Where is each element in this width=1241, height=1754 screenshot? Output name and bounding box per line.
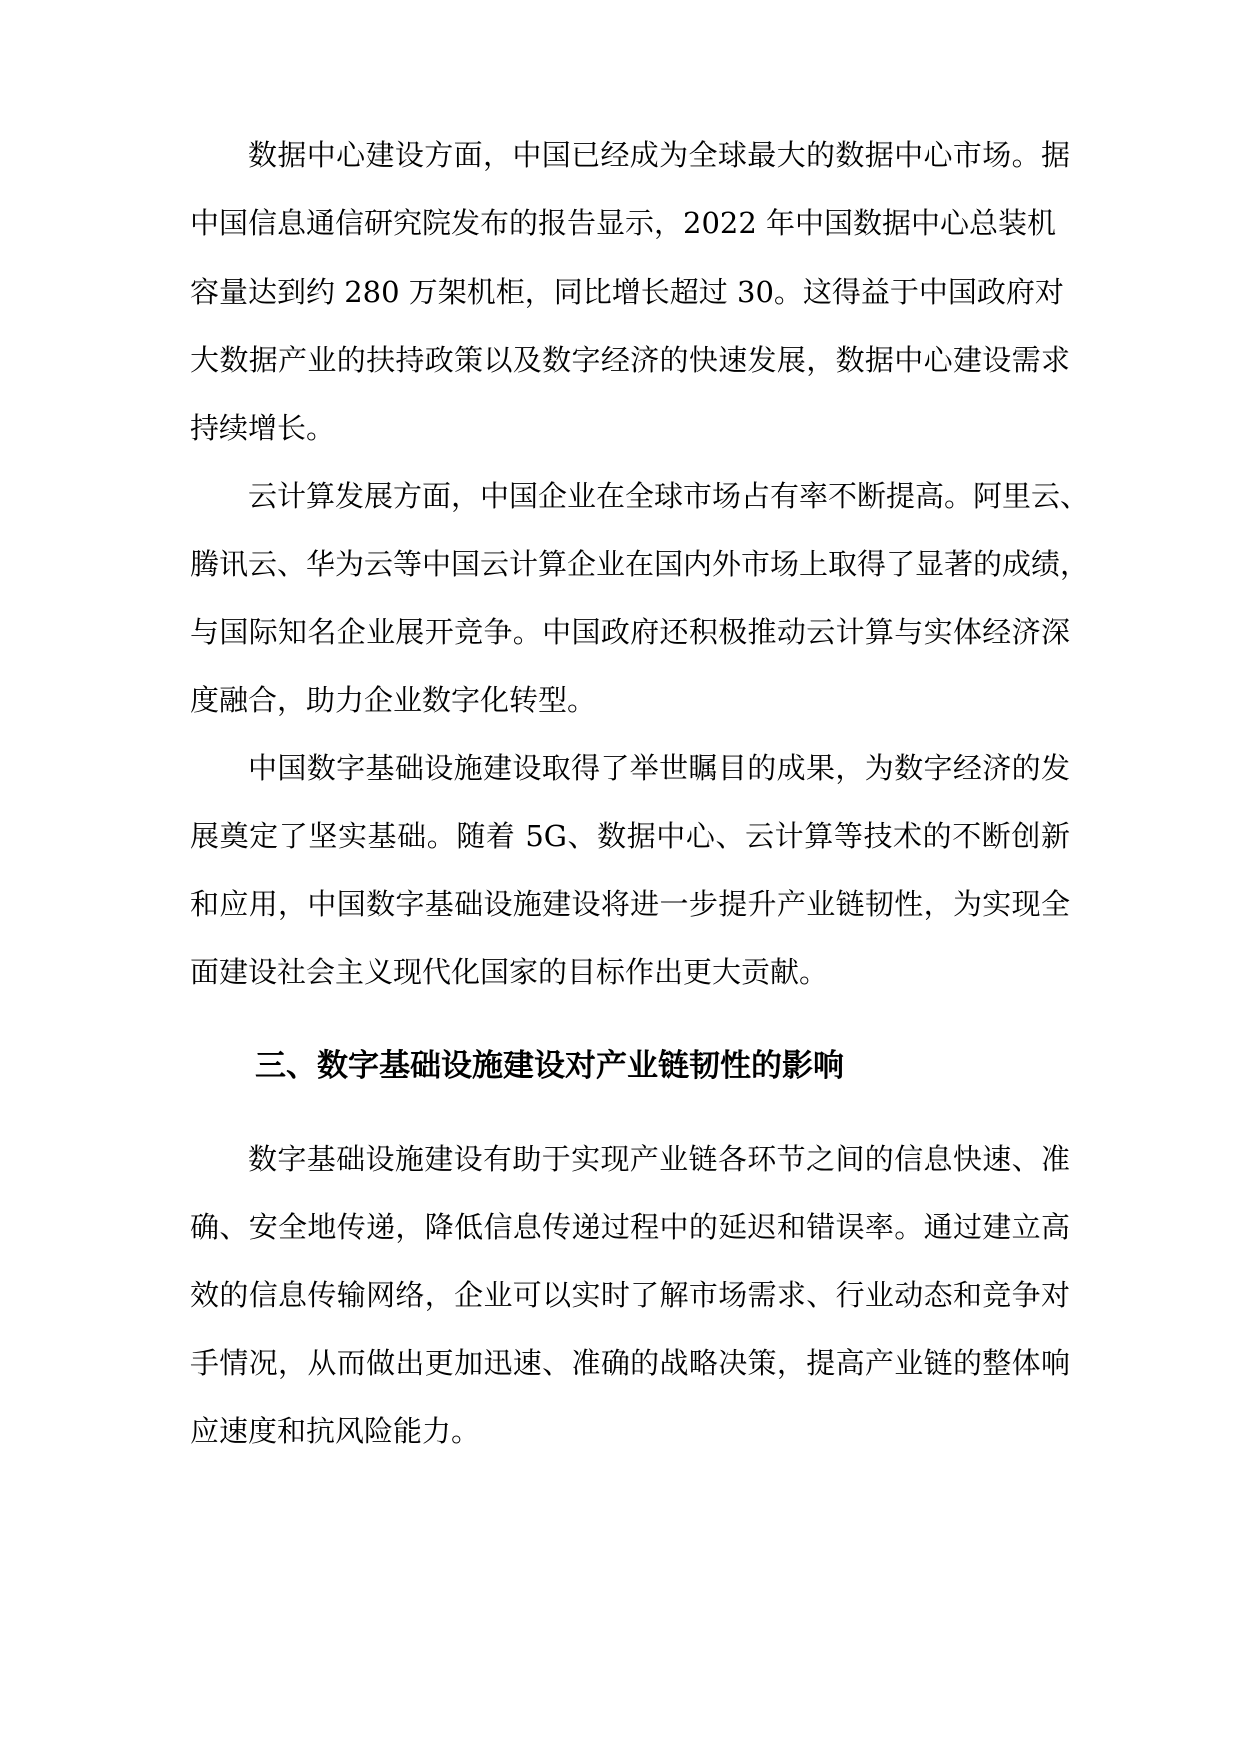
text-line: 容量达到约 280 万架机柜，同比增长超过 30。这得益于中国政府对 [190,275,1064,309]
text-line: 中国信息通信研究院发布的报告显示，2022 年中国数据中心总装机 [190,206,1057,240]
text-line: 腾讯云、华为云等中国云计算企业在国内外市场上取得了显著的成绩， [190,547,1090,581]
section-heading: 三、数字基础设施建设对产业链韧性的影响 [255,1048,844,1084]
text-line: 中国数字基础设施建设取得了举世瞩目的成果，为数字经济的发 [248,751,1070,785]
text-line: 效的信息传输网络，企业可以实时了解市场需求、行业动态和竞争对 [190,1278,1070,1312]
text-line: 和应用，中国数字基础设施建设将进一步提升产业链韧性，为实现全 [190,887,1070,921]
text-line: 面建设社会主义现代化国家的目标作出更大贡献。 [190,955,829,989]
text-line: 确、安全地传递，降低信息传递过程中的延迟和错误率。通过建立高 [190,1210,1070,1244]
text-line: 数字基础设施建设有助于实现产业链各环节之间的信息快速、准 [248,1142,1070,1176]
text-line: 与国际知名企业展开竞争。中国政府还积极推动云计算与实体经济深 [190,615,1070,649]
text-line: 应速度和抗风险能力。 [190,1414,481,1448]
text-line: 手情况，从而做出更加迅速、准确的战略决策，提高产业链的整体响 [190,1346,1070,1380]
text-line: 展奠定了坚实基础。随着 5G、数据中心、云计算等技术的不断创新 [190,819,1070,853]
text-line: 数据中心建设方面，中国已经成为全球最大的数据中心市场。据 [248,138,1070,172]
text-line: 大数据产业的扶持政策以及数字经济的快速发展，数据中心建设需求 [190,343,1070,377]
text-line: 云计算发展方面，中国企业在全球市场占有率不断提高。阿里云、 [248,479,1090,513]
text-line: 持续增长。 [190,411,336,445]
text-line: 度融合，助力企业数字化转型。 [190,683,597,717]
